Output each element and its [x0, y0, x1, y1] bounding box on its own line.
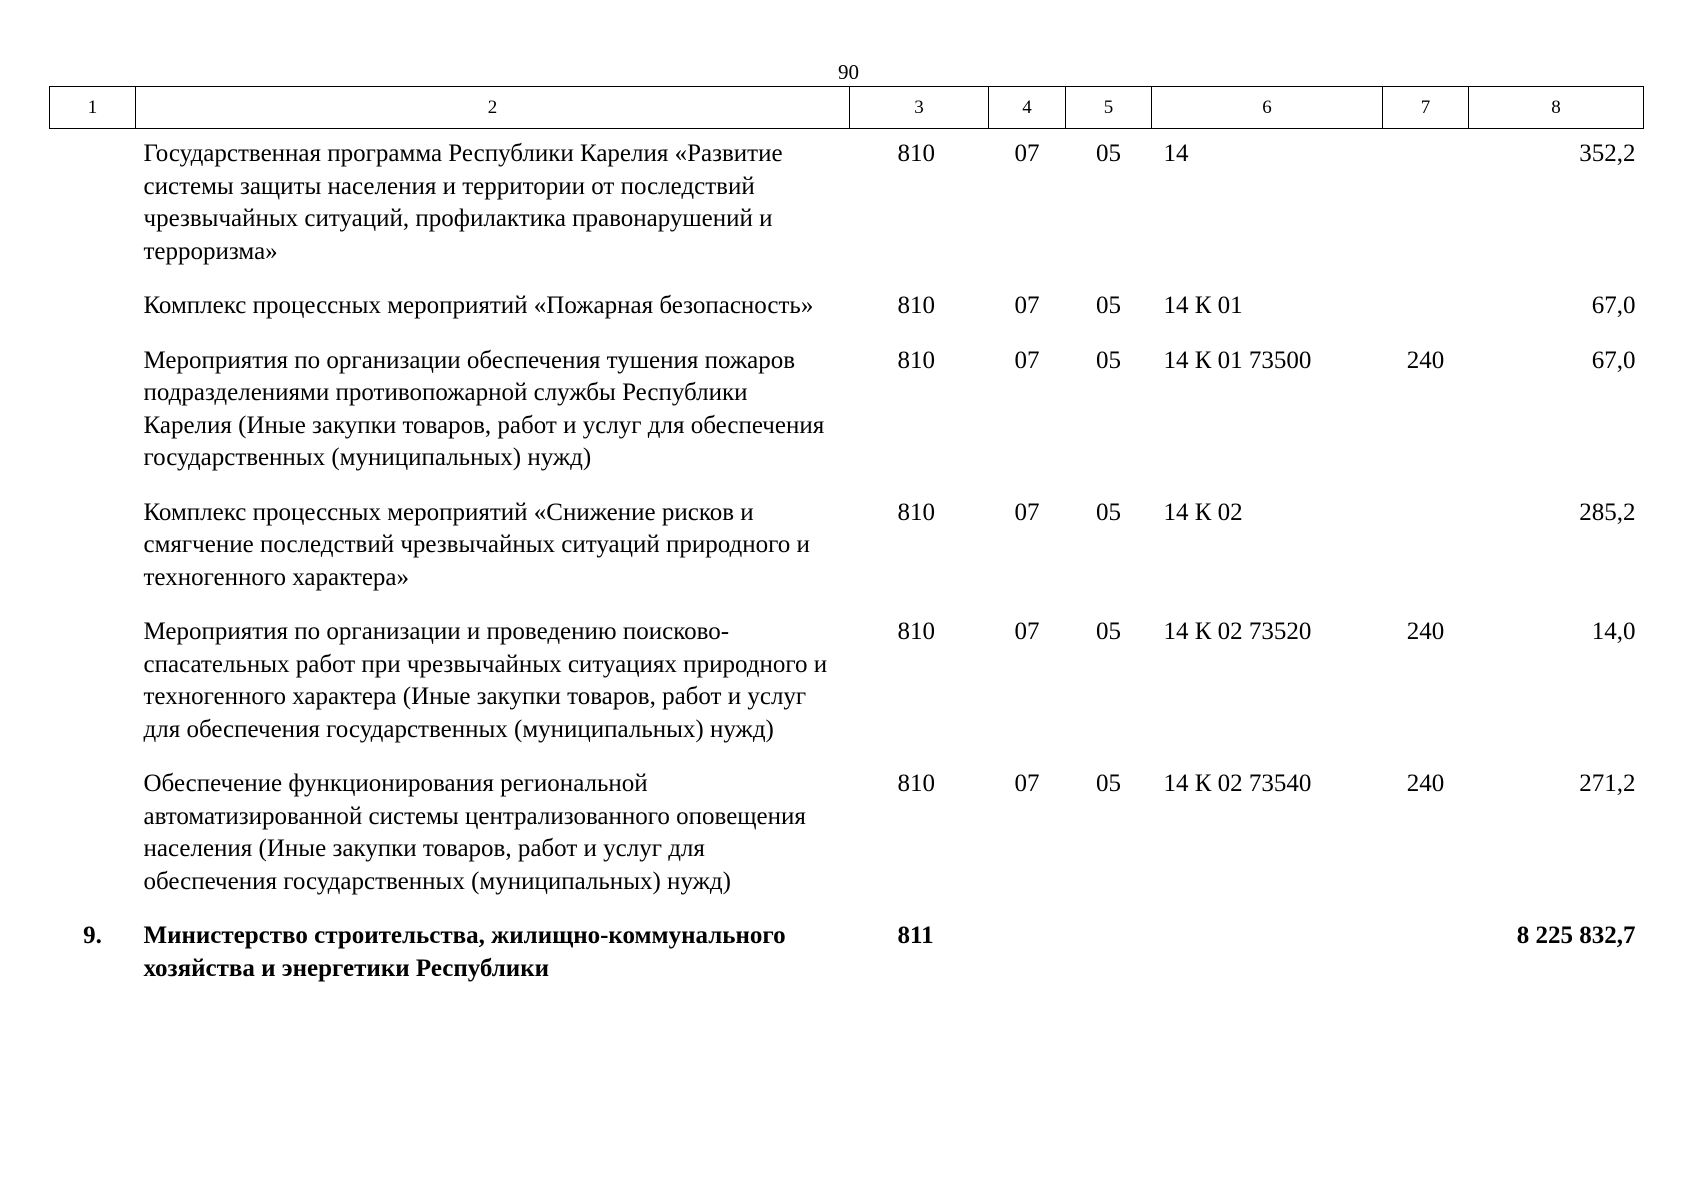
row-target-cell: 14 К 01 73500	[1163, 346, 1312, 374]
row-sum-cell: 67,0	[1591, 346, 1636, 374]
row-subsection-cell: 05	[1096, 618, 1121, 645]
table-row	[50, 331, 1644, 483]
row-grbs-cell: 810	[897, 770, 935, 797]
row-grbs-cell: 810	[897, 618, 935, 645]
budget-table	[49, 86, 1644, 993]
row-type-cell	[1383, 276, 1469, 331]
row-name-cell: Государственная программа Республики Карелия «Развитие системы защиты населения и территории от последствий чрезвычайных ситуаций, профилактика правонарушений и терроризма»	[143, 140, 783, 265]
row-subsection-cell: 05	[1096, 140, 1121, 167]
column-number-row	[50, 87, 1644, 129]
table-row	[50, 129, 1644, 277]
row-name-cell: Обеспечение функционирования региональной автоматизированной системы централизованного оповещения населения (Иные закупки товаров, работ и услуг для обеспечения государственных (муниципальных) нужд)	[143, 770, 806, 895]
column-header: 7	[1383, 87, 1469, 129]
column-header: 2	[136, 87, 850, 129]
row-sum-cell: 352,2	[1579, 140, 1636, 167]
table-row-ministry	[50, 906, 1644, 993]
row-grbs-cell: 810	[897, 292, 935, 319]
row-number-cell	[50, 483, 136, 603]
row-type-cell	[1383, 129, 1469, 277]
row-name-cell: Комплекс процессных мероприятий «Пожарная безопасность»	[143, 292, 814, 319]
column-header: 8	[1469, 87, 1644, 129]
row-type-cell	[1383, 906, 1469, 993]
row-grbs-cell: 810	[897, 140, 935, 167]
column-header: 5	[1066, 87, 1152, 129]
row-target-cell: 14 К 02 73520	[1163, 618, 1312, 645]
row-type-cell: 240	[1406, 770, 1445, 797]
row-section-cell: 07	[1014, 770, 1040, 797]
row-sum-cell: 8 225 832,7	[1516, 922, 1636, 949]
row-number-cell: 9.	[83, 922, 102, 949]
row-number-cell	[50, 129, 136, 277]
row-number-cell	[50, 602, 136, 754]
page-number: 90	[838, 60, 859, 84]
table-row	[50, 483, 1644, 603]
table-row	[50, 276, 1644, 331]
row-section-cell: 07	[1014, 618, 1040, 645]
table-body	[50, 129, 1644, 994]
row-type-cell: 240	[1406, 346, 1445, 374]
row-section-cell: 07	[1014, 140, 1040, 167]
row-grbs-cell: 811	[897, 922, 934, 949]
column-header: 4	[989, 87, 1066, 129]
row-target-cell	[1152, 906, 1383, 993]
row-section-cell: 07	[1014, 346, 1040, 374]
row-name-cell: Министерство строительства, жилищно-коммунального хозяйства и энергетики Республики	[143, 922, 786, 982]
row-section-cell	[989, 906, 1066, 993]
row-number-cell	[50, 276, 136, 331]
row-section-cell: 07	[1014, 292, 1040, 319]
row-number-cell	[50, 754, 136, 906]
row-name-cell: Комплекс процессных мероприятий «Снижение рисков и смягчение последствий чрезвычайных ситуаций природного и техногенного характера»	[143, 498, 810, 591]
row-subsection-cell: 05	[1096, 346, 1121, 374]
row-type-cell: 240	[1406, 618, 1445, 645]
row-sum-cell: 271,2	[1579, 770, 1636, 797]
row-sum-cell: 285,2	[1579, 498, 1636, 526]
row-sum-cell: 67,0	[1591, 292, 1636, 319]
row-name-cell: Мероприятия по организации и проведению поисково-спасательных работ при чрезвычайных ситуациях природного и техногенного характера (Иные закупки товаров, работ и услуг для обеспечения государственных (муниципальных) нужд)	[143, 618, 828, 743]
row-target-cell: 14 К 02	[1163, 498, 1243, 526]
column-header: 6	[1152, 87, 1383, 129]
column-header: 3	[850, 87, 989, 129]
row-sum-cell: 14,0	[1591, 618, 1636, 645]
column-header: 1	[50, 87, 136, 129]
table-row	[50, 602, 1644, 754]
row-subsection-cell: 05	[1096, 498, 1121, 526]
row-target-cell: 14	[1163, 140, 1189, 167]
table-header	[50, 87, 1644, 129]
row-section-cell: 07	[1014, 498, 1040, 526]
row-grbs-cell: 810	[897, 498, 935, 526]
row-target-cell: 14 К 01	[1163, 292, 1243, 319]
row-subsection-cell: 05	[1096, 292, 1121, 319]
row-subsection-cell: 05	[1096, 770, 1121, 797]
table-row	[50, 754, 1644, 906]
row-grbs-cell: 810	[897, 346, 935, 374]
row-subsection-cell	[1066, 906, 1152, 993]
row-number-cell	[50, 331, 136, 483]
row-name-cell: Мероприятия по организации обеспечения тушения пожаров подразделениями противопожарной службы Республики Карелия (Иные закупки товаров, работ и услуг для обеспечения государственных (муниципальных) нужд)	[143, 346, 825, 471]
row-type-cell	[1383, 483, 1469, 603]
row-target-cell: 14 К 02 73540	[1163, 770, 1312, 797]
